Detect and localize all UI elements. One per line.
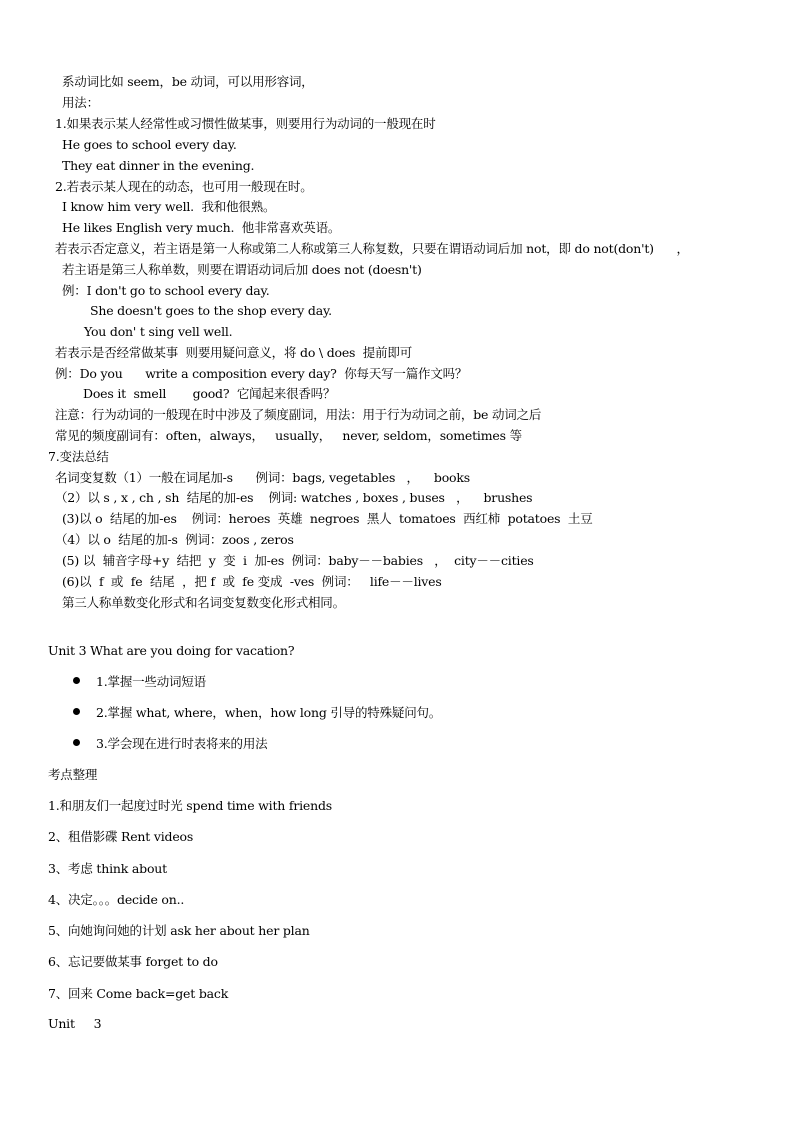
example-line: 例：I don't go to school every day. — [62, 283, 270, 298]
bullet-icon — [73, 708, 80, 715]
text-line: (6)以 f 或 fe 结尾 ，把 f 或 fe 变成 -ves 例词： life－－lives — [62, 574, 442, 589]
goal-item: 3.学会现在进行时表将来的用法 — [96, 736, 268, 751]
point-item: 2、租借影碟 Rent videos — [48, 829, 194, 844]
text-line: 第三人称单数变化形式和名词变复数变化形式相同。 — [62, 595, 345, 610]
section-heading: 7.变法总结 — [48, 449, 109, 464]
text-line: 若表示否定意义，若主语是第一人称或第二人称或第三人称复数，只要在谓语动词后加 not，即 do not(don't) ， — [55, 241, 689, 256]
point-item: 1.和朋友们一起度过时光 spend time with friends — [48, 798, 332, 813]
text-line: 注意：行为动词的一般现在时中涉及了频度副词，用法：用于行为动词之前，be 动词之后 — [55, 407, 542, 422]
text-line: 若表示是否经常做某事 则要用疑问意义，将 do \ does 提前即可 — [55, 345, 412, 360]
point-item: 5、向她询问她的计划 ask her about her plan — [48, 923, 310, 938]
point-item: 3、考虑 think about — [48, 861, 167, 876]
text-line: （2）以 s , x , ch , sh 结尾的加-es 例词: watches , boxes , buses ， brushes — [55, 490, 533, 505]
example-line: He goes to school every day. — [62, 137, 237, 152]
example-line: They eat dinner in the evening. — [62, 158, 255, 173]
text-line: 若主语是第三人称单数，则要在谓语动词后加 does not (doesn't) — [62, 262, 422, 277]
example-line: He likes English very much. 他非常喜欢英语。 — [62, 220, 341, 235]
unit-footer: Unit 3 — [48, 1016, 102, 1031]
unit-heading: Unit 3 What are you doing for vacation? — [48, 643, 295, 658]
example-line: You don' t sing vell well. — [84, 324, 233, 339]
goal-item: 2.掌握 what, where，when，how long 引导的特殊疑问句。 — [96, 705, 442, 720]
example-line: Does it smell good? 它闻起来很香吗？ — [83, 386, 336, 401]
text-line: (5) 以 辅音字母+y 结把 y 变 i 加-es 例词：baby－－babies ， city－－cities — [62, 553, 534, 568]
point-item: 4、决定。。。decide on.. — [48, 892, 185, 907]
bullet-icon — [73, 739, 80, 746]
point-item: 7、回来 Come back=get back — [48, 986, 229, 1001]
example-line: I know him very well. 我和他很熟。 — [62, 199, 276, 214]
bullet-icon — [73, 677, 80, 684]
point-item: 6、忘记要做某事 forget to do — [48, 954, 218, 969]
kaodian-title: 考点整理 — [48, 767, 98, 782]
text-line: 常见的频度副词有：often，always， usually， never, seldom，sometimes 等 — [55, 428, 522, 443]
text-line: (3)以 o 结尾的加-es 例词：heroes 英雄 negroes 黑人 tomatoes 西红柿 potatoes 土豆 — [62, 511, 593, 526]
text-line: 1.如果表示某人经常性或习惯性做某事，则要用行为动词的一般现在时 — [55, 116, 436, 131]
text-line: （4）以 o 结尾的加-s 例词：zoos , zeros — [55, 532, 294, 547]
example-line: 例：Do you write a composition every day? 你每天写一篇作文吗？ — [55, 366, 468, 381]
text-line: 2.若表示某人现在的动态，也可用一般现在时。 — [55, 179, 313, 194]
goal-item: 1.掌握一些动词短语 — [96, 674, 206, 689]
example-line: She doesn't goes to the shop every day. — [90, 303, 332, 318]
text-line: 系动词比如 seem，be 动词，可以用形容词， — [62, 74, 314, 89]
text-line: 用法： — [62, 95, 99, 110]
text-line: 名词变复数（1）一般在词尾加-s 例词：bags, vegetables ， books — [55, 470, 470, 485]
